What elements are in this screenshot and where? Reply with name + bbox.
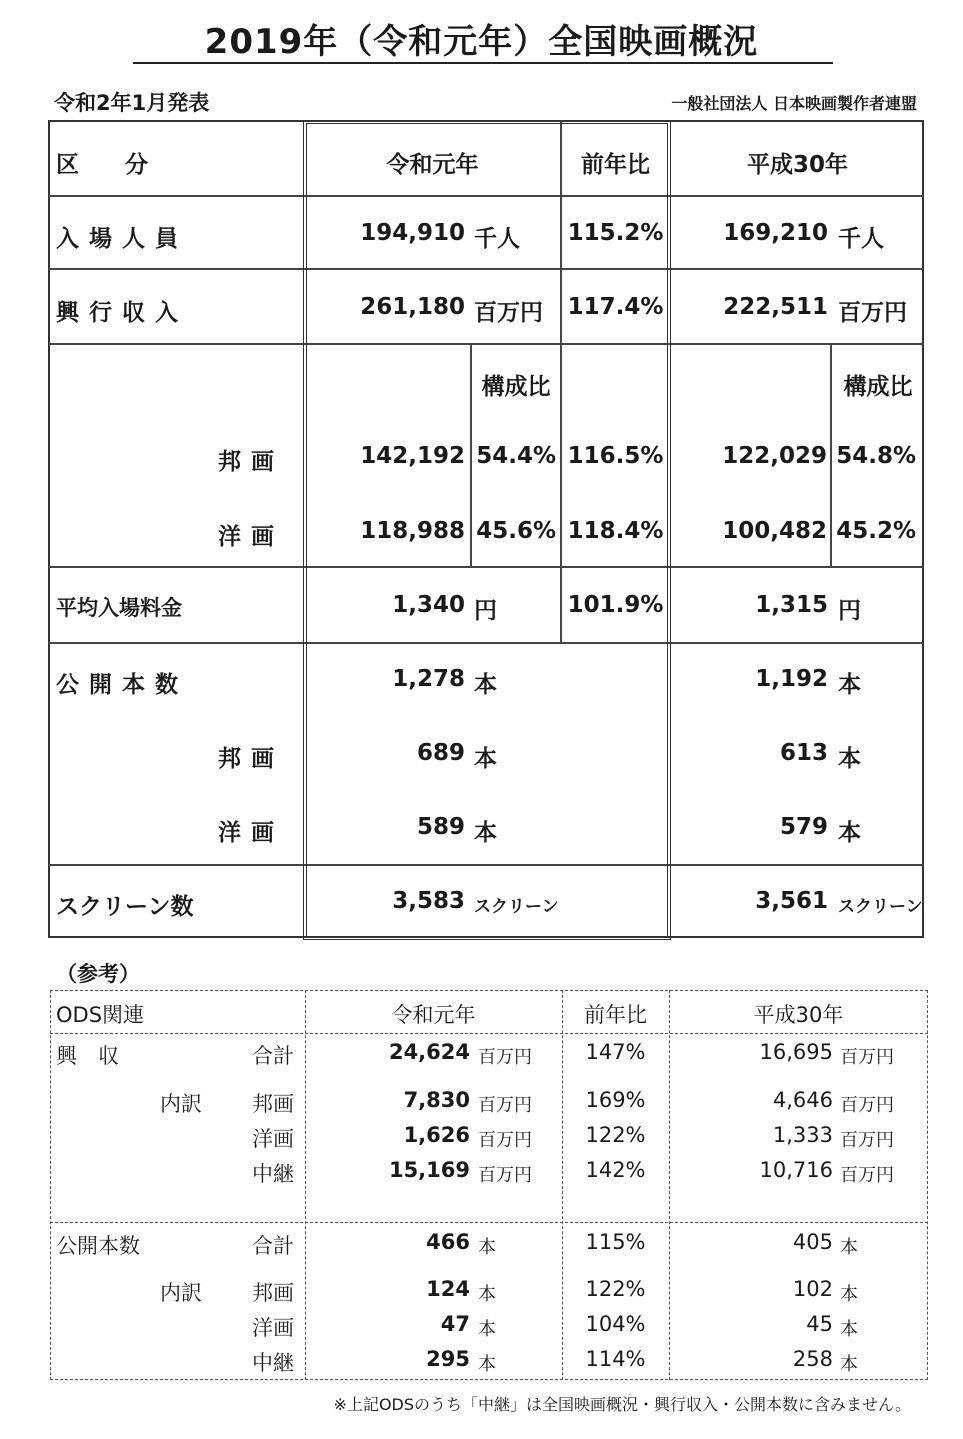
ref-rev-live-previous-unit: 百万円	[840, 1165, 894, 1186]
attendance-yoy: 115.2%	[567, 220, 664, 246]
ref-rel-domestic-yoy: 122%	[585, 1277, 646, 1301]
ref-rev-live-unit: 百万円	[478, 1165, 532, 1186]
footnote: ※上記ODSのうち「中継」は全国映画概況・興行収入・公開本数に含みません。	[333, 1395, 911, 1414]
avg-price-previous-unit: 円	[838, 598, 861, 624]
ref-rev-domestic-current: 7,830	[403, 1088, 470, 1112]
releases-foreign-current: 589	[416, 814, 465, 840]
ref-rev-foreign-yoy: 122%	[585, 1123, 646, 1147]
ref-rel-domestic-current: 124	[426, 1277, 470, 1301]
revenue-domestic-yoy: 116.5%	[567, 443, 664, 469]
ref-rel-foreign-unit: 本	[478, 1319, 496, 1340]
releases-foreign-previous: 579	[779, 814, 828, 840]
ref-rel-total-current: 466	[426, 1230, 470, 1254]
ref-rel-foreign-previous: 45	[806, 1312, 833, 1336]
ref-breakdown-label: 内訳	[160, 1092, 202, 1116]
ref-rev-domestic-unit: 百万円	[478, 1095, 532, 1116]
ref-rel-total-previous-unit: 本	[840, 1237, 858, 1258]
ref-group-revenue: 興 収	[56, 1044, 119, 1068]
ref-rel-foreign-label: 洋画	[252, 1316, 294, 1340]
attendance-previous: 169,210	[723, 220, 828, 246]
ref-rev-domestic-yoy: 169%	[585, 1088, 646, 1112]
revenue-domestic-previous-share: 54.8%	[836, 443, 916, 469]
header-current-year: 令和元年	[386, 152, 479, 178]
releases-foreign-current-unit: 本	[474, 820, 497, 846]
row-label-revenue: 興行収入	[56, 300, 188, 326]
attendance-current-unit: 千人	[474, 226, 520, 252]
revenue-foreign-share: 45.6%	[476, 518, 556, 544]
ref-rel-live-yoy: 114%	[585, 1347, 646, 1371]
ref-rel-live-previous: 258	[792, 1347, 833, 1371]
header-category: 区 分	[56, 152, 148, 178]
ref-rev-live-label: 中継	[252, 1162, 294, 1186]
row-label-avg-price: 平均入場料金	[56, 596, 182, 620]
releases-domestic-current-unit: 本	[474, 746, 497, 772]
ref-rev-total-current: 24,624	[388, 1040, 470, 1064]
ref-rev-foreign-label: 洋画	[252, 1127, 294, 1151]
revenue-domestic-current: 142,192	[360, 443, 465, 469]
ref-rel-domestic-label: 邦画	[252, 1281, 294, 1305]
composition-header-current: 構成比	[481, 374, 551, 400]
releases-domestic-current: 689	[416, 740, 465, 766]
ref-rev-total-previous: 16,695	[759, 1040, 833, 1064]
avg-price-previous: 1,315	[755, 592, 828, 618]
header-previous-year: 平成30年	[746, 152, 848, 178]
row-label-attendance: 入場人員	[56, 226, 188, 252]
screens-current: 3,583	[392, 888, 465, 914]
attendance-previous-unit: 千人	[838, 226, 884, 252]
releases-foreign-previous-unit: 本	[838, 820, 861, 846]
avg-price-current-unit: 円	[474, 598, 497, 624]
revenue-previous-unit: 百万円	[838, 300, 907, 326]
ref-rev-total-label: 合計	[252, 1044, 294, 1068]
releases-current: 1,278	[392, 666, 465, 692]
ref-rel-live-label: 中継	[252, 1351, 294, 1375]
ref-rel-domestic-previous-unit: 本	[840, 1284, 858, 1305]
ref-rel-foreign-previous-unit: 本	[840, 1319, 858, 1340]
publisher: 一般社団法人 日本映画製作者連盟	[671, 94, 917, 113]
ref-rev-total-previous-unit: 百万円	[840, 1047, 894, 1068]
ref-rev-domestic-previous: 4,646	[772, 1088, 833, 1112]
ref-rel-domestic-previous: 102	[792, 1277, 833, 1301]
ref-header-yoy: 前年比	[584, 1003, 647, 1027]
page-title: 2019年（令和元年）全国映画概況	[204, 22, 759, 62]
revenue-foreign-previous: 100,482	[722, 518, 827, 544]
ref-rev-total-unit: 百万円	[478, 1047, 532, 1068]
ref-rel-live-unit: 本	[478, 1354, 496, 1375]
release-date: 令和2年1月発表	[54, 91, 210, 115]
ref-header-previous-year: 平成30年	[753, 1003, 844, 1027]
ref-rel-total-previous: 405	[792, 1230, 833, 1254]
composition-header-previous: 構成比	[843, 374, 913, 400]
revenue-foreign-previous-share: 45.2%	[836, 518, 916, 544]
releases-domestic-previous-unit: 本	[838, 746, 861, 772]
row-label-releases-foreign: 洋画	[218, 820, 284, 846]
row-label-revenue-foreign: 洋画	[218, 524, 284, 550]
avg-price-current: 1,340	[392, 592, 465, 618]
ref-rev-foreign-current: 1,626	[403, 1123, 470, 1147]
ref-row-divider	[50, 1222, 928, 1223]
releases-previous-unit: 本	[838, 672, 861, 698]
releases-previous: 1,192	[755, 666, 828, 692]
ref-rev-live-previous: 10,716	[759, 1158, 833, 1182]
avg-price-yoy: 101.9%	[567, 592, 664, 618]
header-yoy: 前年比	[581, 152, 650, 178]
ref-rev-live-yoy: 142%	[585, 1158, 646, 1182]
ref-rev-domestic-previous-unit: 百万円	[840, 1095, 894, 1116]
ref-row-divider	[50, 1033, 928, 1034]
revenue-foreign-yoy: 118.4%	[567, 518, 664, 544]
row-label-revenue-domestic: 邦画	[218, 449, 284, 475]
ref-rev-foreign-previous: 1,333	[772, 1123, 833, 1147]
revenue-foreign-current: 118,988	[360, 518, 465, 544]
title-underline	[133, 62, 833, 64]
ref-rel-total-yoy: 115%	[585, 1230, 646, 1254]
reference-label: （参考）	[56, 962, 140, 986]
ref-breakdown-label: 内訳	[160, 1281, 202, 1305]
ref-rel-live-previous-unit: 本	[840, 1354, 858, 1375]
row-label-screens: スクリーン数	[56, 894, 194, 920]
ref-rel-total-unit: 本	[478, 1237, 496, 1258]
releases-current-unit: 本	[474, 672, 497, 698]
revenue-current: 261,180	[360, 294, 465, 320]
row-label-releases: 公開本数	[56, 672, 188, 698]
revenue-domestic-share: 54.4%	[476, 443, 556, 469]
row-label-releases-domestic: 邦画	[218, 746, 284, 772]
ref-header-category: ODS関連	[56, 1003, 145, 1027]
ref-rel-foreign-current: 47	[440, 1312, 470, 1336]
screens-previous: 3,561	[755, 888, 828, 914]
ref-rev-live-current: 15,169	[388, 1158, 470, 1182]
ref-rev-domestic-label: 邦画	[252, 1092, 294, 1116]
ref-rel-total-label: 合計	[252, 1234, 294, 1258]
revenue-domestic-previous: 122,029	[722, 443, 827, 469]
screens-current-unit: スクリーン	[474, 897, 559, 917]
releases-domestic-previous: 613	[779, 740, 828, 766]
ref-rev-foreign-unit: 百万円	[478, 1130, 532, 1151]
ref-rel-live-current: 295	[426, 1347, 470, 1371]
ref-header-current-year: 令和元年	[391, 1003, 476, 1027]
ref-rev-foreign-previous-unit: 百万円	[840, 1130, 894, 1151]
attendance-current: 194,910	[360, 220, 465, 246]
ref-rel-foreign-yoy: 104%	[585, 1312, 646, 1336]
ref-group-releases: 公開本数	[56, 1234, 140, 1258]
ref-rev-total-yoy: 147%	[585, 1040, 646, 1064]
revenue-previous: 222,511	[723, 294, 828, 320]
revenue-yoy: 117.4%	[567, 294, 664, 320]
screens-previous-unit: スクリーン	[838, 897, 923, 917]
revenue-current-unit: 百万円	[474, 300, 543, 326]
ref-rel-domestic-unit: 本	[478, 1284, 496, 1305]
